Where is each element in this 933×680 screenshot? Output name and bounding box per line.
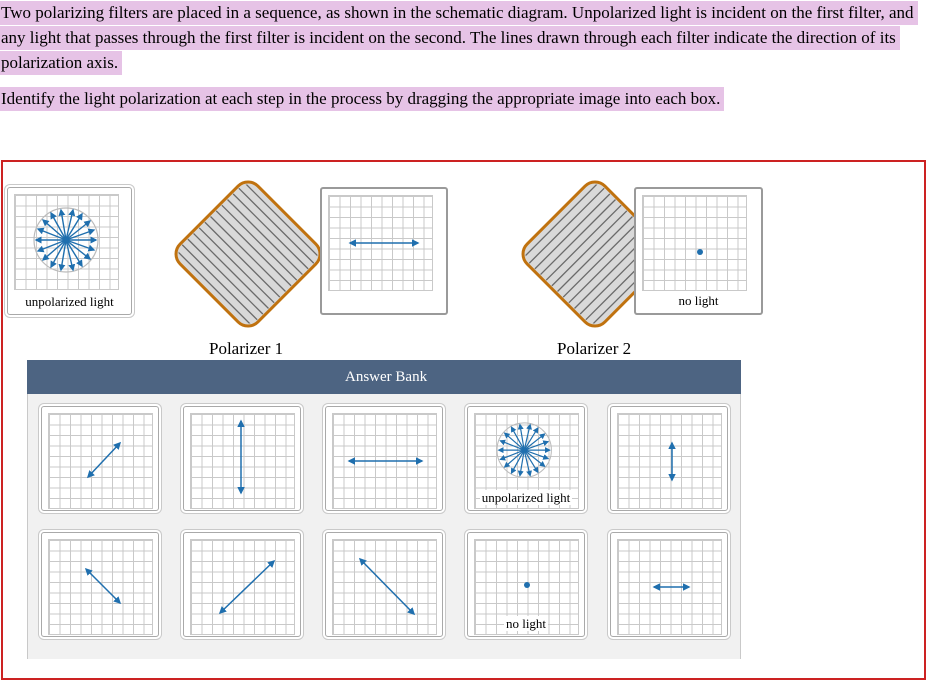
source-label: unpolarized light [25, 294, 114, 309]
answer-unpolarized[interactable] [467, 406, 585, 511]
source-light-card [7, 187, 132, 315]
answer-label: unpolarized light [481, 490, 571, 505]
drop-box-2[interactable] [634, 187, 763, 315]
vertical-arrow-icon [617, 413, 722, 509]
answer-vertical-long[interactable] [183, 406, 301, 511]
diagonal-arrow-icon [48, 413, 153, 509]
polarizer-1-label: Polarizer 1 [209, 339, 284, 358]
answer-vertical-short[interactable] [610, 406, 728, 511]
answer-diagonal-down-right-small[interactable] [41, 532, 159, 637]
polarizer-1 [168, 173, 328, 335]
horizontal-arrow-icon [617, 539, 722, 635]
answer-bank-header: Answer Bank [27, 360, 741, 394]
diagonal-arrow-icon [332, 539, 437, 635]
answer-diagonal-down-right-long[interactable] [325, 532, 443, 637]
answer-no-light[interactable] [467, 532, 585, 637]
answer-diagonal-up-right-long[interactable] [183, 532, 301, 637]
vertical-arrow-icon [190, 413, 295, 509]
answer-diagonal-up-right-small[interactable] [41, 406, 159, 511]
horizontal-arrow-icon [328, 195, 433, 291]
answer-label: no light [505, 616, 547, 631]
diagonal-arrow-icon [190, 539, 295, 635]
instructions-paragraph-1: Two polarizing filters are placed in a sequence, as shown in the schematic diagram. Unpolarized light is incident on the first filter, and any light that passes through the first filter is incident on the second. The lines drawn through each filter indicate the direction of its polarization axis. [0, 0, 920, 75]
dot-icon [642, 195, 747, 291]
starburst-icon [14, 194, 119, 290]
polarizer-2-label: Polarizer 2 [557, 339, 632, 358]
answer-horizontal-short[interactable] [610, 532, 728, 637]
horizontal-arrow-icon [332, 413, 437, 509]
drop-box-1[interactable] [320, 187, 448, 315]
diagonal-arrow-icon [48, 539, 153, 635]
output-label: no light [678, 293, 719, 308]
answer-horizontal-long[interactable] [325, 406, 443, 511]
instructions-paragraph-2: Identify the light polarization at each step in the process by dragging the appropriate image into each box. [0, 86, 724, 111]
